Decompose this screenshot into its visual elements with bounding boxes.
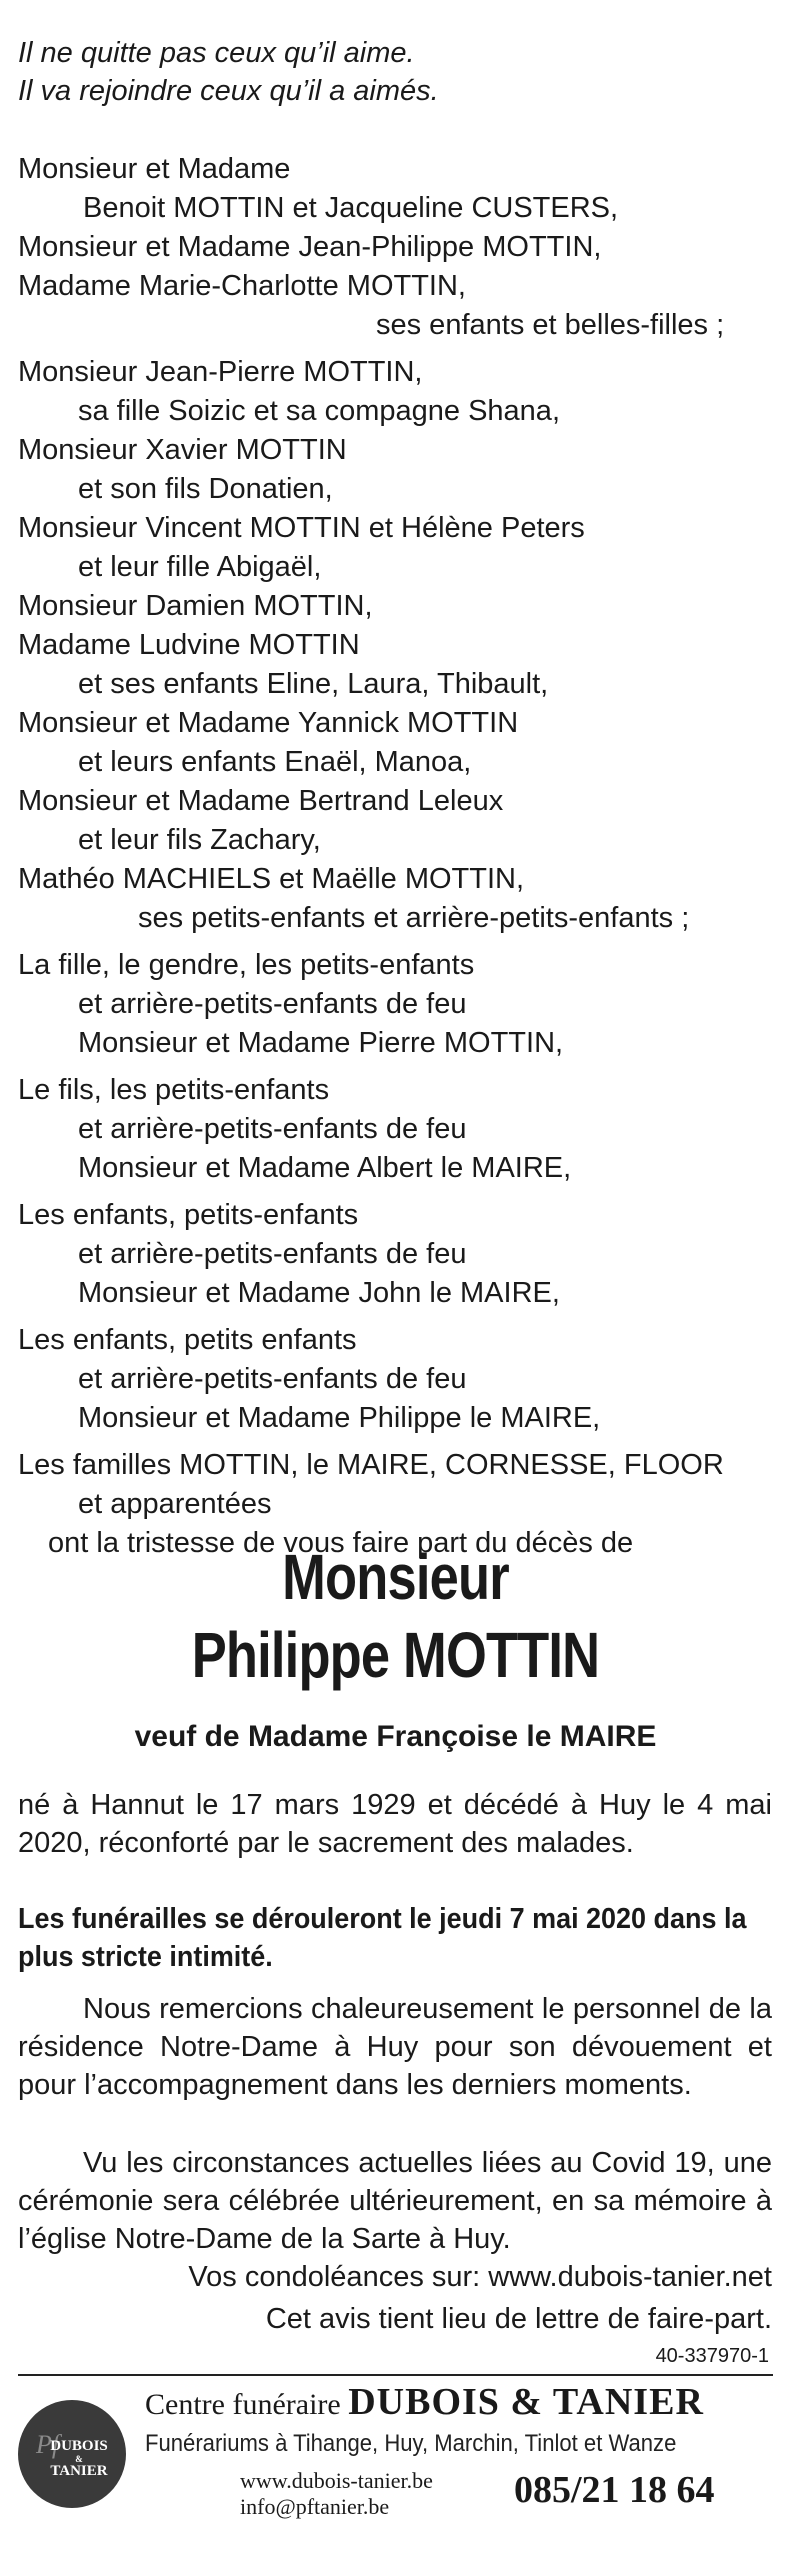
funeral-paragraph: Les funérailles se dérouleront le jeudi 7 mai 2020 dans la plus stricte intimité. (18, 1903, 747, 1973)
reference-number: 40-337970-1 (655, 2345, 769, 2367)
contact-block (240, 2468, 433, 2520)
funeral-home-title (145, 2380, 704, 2424)
family-line: et leur fille Abigaël, (78, 551, 322, 583)
announcement-intro: ont la tristesse de vous faire part du décès de (48, 1527, 634, 1559)
widower-line: veuf de Madame Françoise le MAIRE (134, 1720, 657, 1753)
family-line: et arrière-petits-enfants de feu (78, 988, 467, 1020)
family-line: Madame Marie-Charlotte MOTTIN, (18, 270, 466, 302)
logo-initials: Pf (36, 2430, 60, 2459)
divider (18, 2374, 773, 2376)
family-line: et arrière-petits-enfants de feu (78, 1113, 467, 1145)
family-line: et ses enfants Eline, Laura, Thibault, (78, 668, 549, 700)
family-line: et arrière-petits-enfants de feu (78, 1363, 467, 1395)
family-line: Benoit MOTTIN et Jacqueline CUSTERS, (83, 192, 619, 224)
funeral-home-locations: Funérariums à Tihange, Huy, Marchin, Tinlot et Wanze (145, 2430, 677, 2457)
family-line: La fille, le gendre, les petits-enfants (18, 949, 475, 981)
family-line: Monsieur Xavier MOTTIN (18, 434, 347, 466)
notice-line: Cet avis tient lieu de lettre de faire-part. (265, 2303, 772, 2335)
logo-text: TANIER (50, 2463, 108, 2479)
family-line: et arrière-petits-enfants de feu (78, 1238, 467, 1270)
covid-paragraph: Vu les circonstances actuelles liées au Covid 19, une cérémonie sera célébrée ultérieurement, en sa mémoire à l’église Notre-Dame de la Sarte à Huy. (18, 2147, 772, 2255)
thanks-paragraph: Nous remercions chaleureusement le personnel de la résidence Notre-Dame à Huy pour son dévouement et pour l’accompagnement dans les derniers moments. (18, 1993, 772, 2101)
funeral-home-label: Centre funéraire (145, 2388, 349, 2421)
deceased-name: Philippe MOTTIN (191, 1619, 600, 1691)
verse (18, 34, 439, 110)
family-line: et leurs enfants Enaël, Manoa, (78, 746, 472, 778)
family-line: ses petits-enfants et arrière-petits-enfants ; (138, 902, 690, 934)
family-line: Les enfants, petits-enfants (18, 1199, 359, 1231)
family-list (18, 150, 778, 1563)
family-line: Monsieur et Madame (18, 153, 291, 185)
family-line: sa fille Soizic et sa compagne Shana, (78, 395, 560, 427)
family-line: Monsieur Jean-Pierre MOTTIN, (18, 356, 423, 388)
family-line: Monsieur et Madame John le MAIRE, (78, 1277, 560, 1309)
birth-death-paragraph: né à Hannut le 17 mars 1929 et décédé à Huy le 4 mai 2020, réconforté par le sacrement des malades. (18, 1789, 772, 1859)
funeral-home-brand: DUBOIS & TANIER (348, 2381, 704, 2423)
family-line: Le fils, les petits-enfants (18, 1074, 330, 1106)
family-line: Monsieur et Madame Albert le MAIRE, (78, 1152, 572, 1184)
verse-line: Il ne quitte pas ceux qu’il aime. (18, 37, 415, 69)
condolences-line: Vos condoléances sur: www.dubois-tanier.net (188, 2261, 772, 2293)
email-link[interactable]: info@pftanier.be (240, 2494, 390, 2519)
verse-line: Il va rejoindre ceux qu’il a aimés. (18, 75, 439, 107)
family-line: ses enfants et belles-filles ; (376, 309, 725, 341)
family-line: Monsieur et Madame Bertrand Leleux (18, 785, 504, 817)
logo-text: & (75, 2454, 83, 2464)
family-line: Monsieur et Madame Philippe le MAIRE, (78, 1402, 601, 1434)
family-line: Madame Ludvine MOTTIN (18, 629, 360, 661)
deceased-title: Monsieur (282, 1541, 509, 1613)
family-line: Les familles MOTTIN, le MAIRE, CORNESSE, FLOOR (18, 1449, 724, 1481)
family-line: et leur fils Zachary, (78, 824, 321, 856)
family-line: Monsieur et Madame Pierre MOTTIN, (78, 1027, 564, 1059)
family-line: Monsieur Vincent MOTTIN et Hélène Peters (18, 512, 585, 544)
family-line: Mathéo MACHIELS et Maëlle MOTTIN, (18, 863, 525, 895)
phone-number[interactable]: 085/21 18 64 (514, 2469, 715, 2511)
family-line: Monsieur et Madame Jean-Philippe MOTTIN, (18, 231, 602, 263)
family-line: Monsieur et Madame Yannick MOTTIN (18, 707, 519, 739)
family-line: Monsieur Damien MOTTIN, (18, 590, 373, 622)
family-line: et apparentées (78, 1488, 272, 1520)
family-line: et son fils Donatien, (78, 473, 333, 505)
logo-text: DUBOIS (50, 2438, 108, 2454)
family-line: Les enfants, petits enfants (18, 1324, 357, 1356)
website-link[interactable]: www.dubois-tanier.be (240, 2468, 433, 2493)
funeral-home-logo (18, 2400, 126, 2508)
